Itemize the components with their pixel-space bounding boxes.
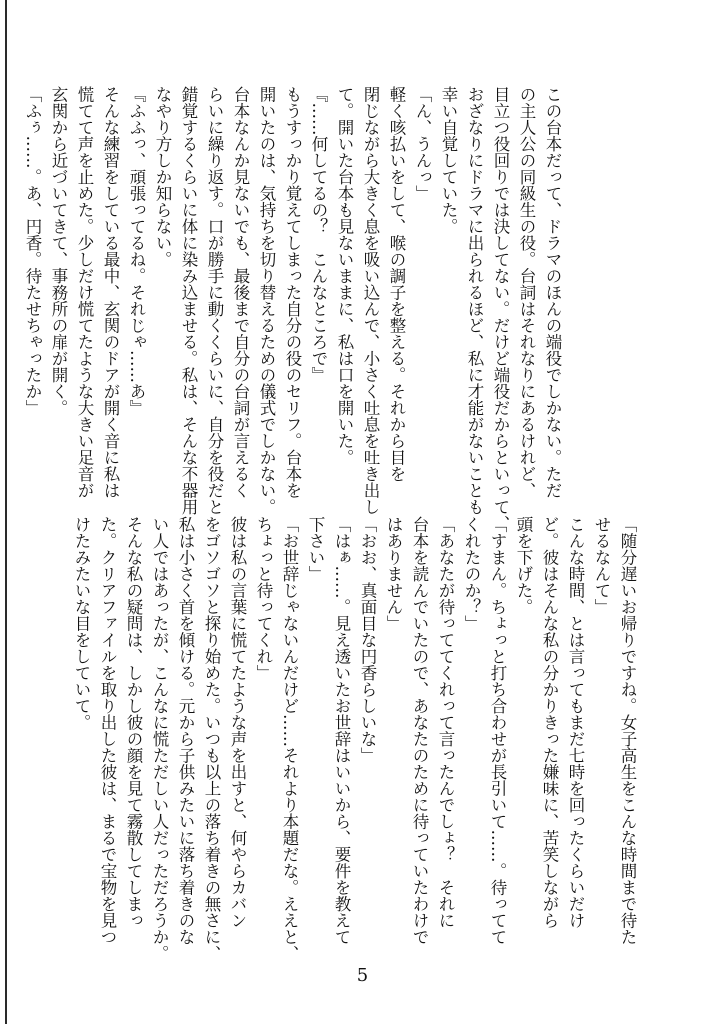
text-line: なやり方しか知らない。: [153, 86, 172, 268]
text-line: らいに繰り返す。口が勝手に動くくらいに、自分を役だと: [205, 86, 224, 515]
text-line: 「お世辞じゃないんだけど……それより本題だな。ええと、: [280, 516, 299, 962]
text-line: そんな練習をしている最中、玄関のドアが開く音に私は: [101, 86, 120, 499]
text-line: 頭を下げた。: [514, 516, 533, 615]
text-line: 台本を読んでいたので、あなたのために待っていたわけで: [410, 516, 429, 945]
text-line: 「随分遅いお帰りですね。女子高生をこんな時間まで待た: [618, 516, 637, 945]
text-line: くれたのか？」: [462, 516, 481, 632]
text-line: の主人公の同級生の役。台詞はそれなりにあるけれど、: [517, 86, 536, 499]
text-line: 閉じながら大きく息を吸い込んで、小さく吐息を吐き出し: [361, 86, 380, 515]
text-line: 「はぁ……。見え透いたお世辞はいいから、要件を教えて: [332, 516, 351, 945]
text-line: 「おお、真面目な円香らしいな」: [358, 516, 377, 764]
page-edge-line: [5, 0, 7, 1024]
text-line: せるなんて」: [592, 516, 611, 615]
text-line: 「あなたが待っててくれって言ったんでしょ？ それに: [436, 516, 455, 929]
text-line: そんな私の疑問は、しかし彼の顔を見て霧散してしまっ: [124, 516, 143, 929]
text-line: い人ではあったが、こんなに慌ただしい人だっただろうか。: [150, 516, 169, 962]
text-line: おざなりにドラマに出られるほど、私に才能がないことも: [465, 86, 484, 515]
text-line: もうすっかり覚えてしまった自分の役のセリフ。台本を: [283, 86, 302, 499]
upper-text-block: [19, 86, 565, 532]
text-line: けたみたいな目をしていて。: [72, 516, 91, 731]
text-line: 『……何してるの？ こんなところで』: [309, 86, 328, 383]
text-line: 目立つ役回りでは決してない。だけど端役だからといって、: [491, 86, 510, 532]
text-line: 軽く咳払いをして、喉の調子を整える。それから目を: [387, 86, 406, 482]
text-line: 幸い自覚していた。: [439, 86, 458, 235]
text-line: ちょっと待ってくれ」: [254, 516, 273, 681]
text-line: 私は小さく首を傾ける。元から子供みたいに落ち着きのな: [176, 516, 195, 945]
text-line: た。クリアファイルを取り出した彼は、まるで宝物を見つ: [98, 516, 117, 945]
text-line: はありません」: [384, 516, 403, 632]
text-line: 台本なんか見ないでも、最後まで自分の台詞が言えるく: [231, 86, 250, 499]
page-number: 5: [356, 965, 369, 986]
text-line: 下さい」: [306, 516, 325, 582]
text-line: て。開いた台本も見ないままに、私は口を開いた。: [335, 86, 354, 466]
text-line: 『ふふっ、頑張ってるね。それじゃ……あ』: [127, 86, 146, 416]
text-line: ど。彼はそんな私の分かりきった嫌味に、苦笑しながら: [540, 516, 559, 929]
text-line: をゴソゴソと探り始めた。いつも以上の落ち着きの無さに、: [202, 516, 221, 962]
lower-text-block: [68, 516, 640, 962]
text-line: この台本だって、ドラマのほんの端役でしかない。ただ: [543, 86, 562, 499]
text-line: 錯覚するくらいに体に染み込ませる。私は、そんな不器用: [179, 86, 198, 515]
text-line: 開いたのは、気持ちを切り替えるための儀式でしかない。: [257, 86, 276, 515]
text-line: 「ん、うんっ」: [413, 86, 432, 202]
text-line: こんな時間、とは言ってもまだ七時を回ったくらいだけ: [566, 516, 585, 929]
text-line: 「ふぅ……。あ、円香。待たせちゃったか」: [23, 86, 42, 416]
text-line: 玄関から近づいてきて、事務所の扉が開く。: [49, 86, 68, 416]
text-line: 彼は私の言葉に慌てたような声を出すと、何やらカバン: [228, 516, 247, 929]
text-line: 「すまん。ちょっと打ち合わせが長引いて……。待ってて: [488, 516, 507, 945]
text-line: 慌てて声を止めた。少しだけ慌てたような大きい足音が: [75, 86, 94, 499]
